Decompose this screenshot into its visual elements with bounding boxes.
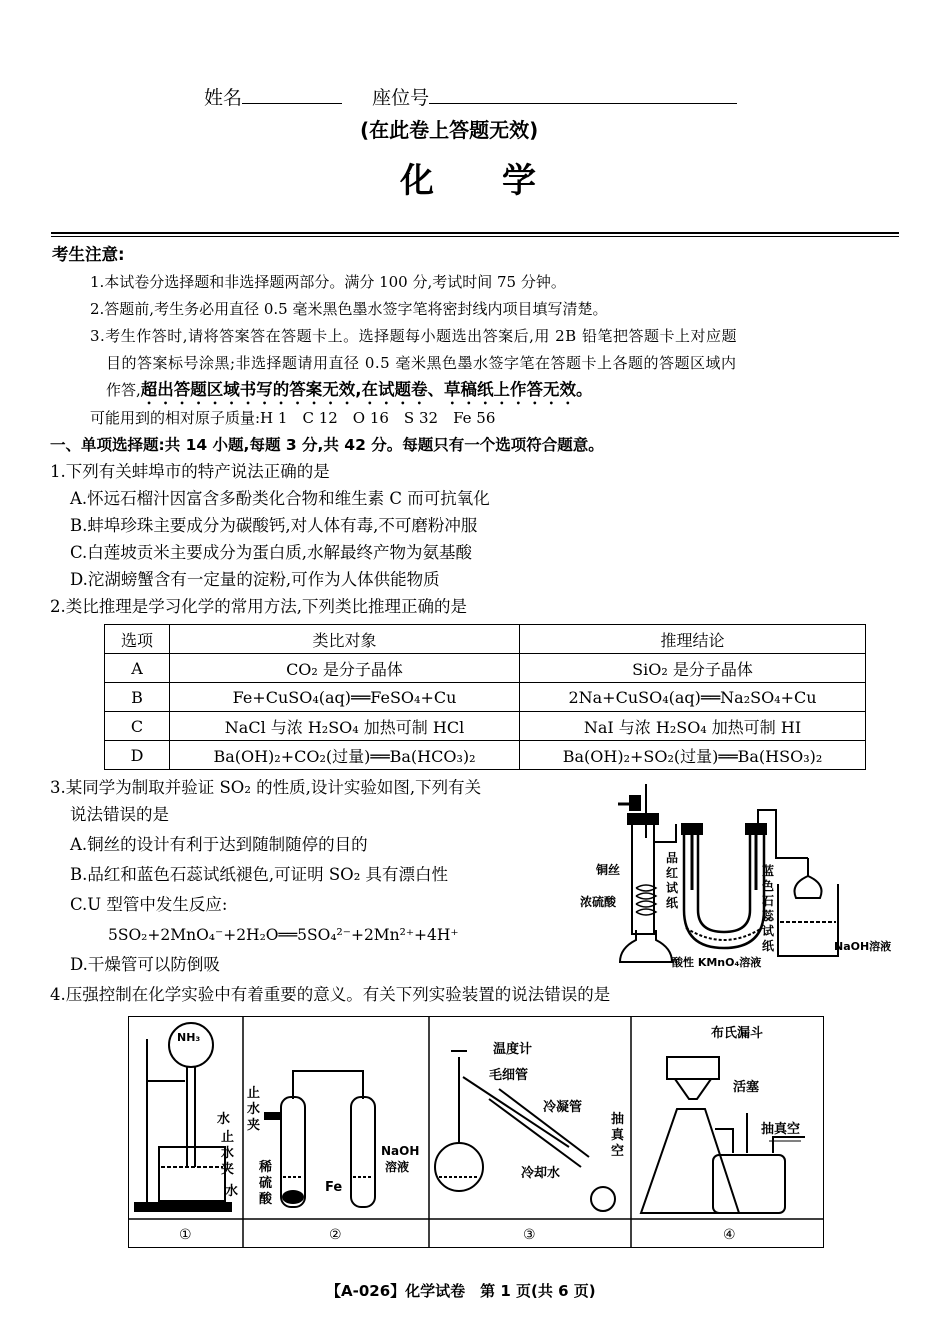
p2-label-clip-1: 止 (247, 1086, 261, 1101)
table-header-row (105, 625, 866, 654)
p4-label-funnel: 布氏漏斗 (711, 1026, 764, 1041)
drying-tube-icon (795, 858, 822, 898)
q1-option-d: D.沱湖螃蟹含有一定量的淀粉,可作为人体供能物质 (70, 570, 440, 589)
fig-label-pinhong-4: 纸 (666, 896, 679, 910)
p1-label-nh3: NH₃ (177, 1031, 201, 1044)
p3-label-vac-1: 抽 (611, 1112, 625, 1127)
page-footer: 【A-026】化学试卷 第 1 页(共 6 页) (326, 1282, 596, 1300)
q1-option-a: A.怀远石榴汁因富含多酚类化合物和维生素 C 而可抗氧化 (70, 489, 490, 508)
p2-label-acid-3: 酸 (259, 1192, 273, 1207)
p1-label-water: 水 (217, 1112, 231, 1127)
q3-option-d: D.干燥管可以防倒吸 (70, 955, 220, 974)
p2-label-acid-2: 硫 (259, 1176, 273, 1191)
p2-label-clip-3: 夹 (247, 1118, 261, 1133)
reaction-tube (632, 814, 654, 934)
no-answer-notice: (在此卷上答题无效) (360, 118, 539, 142)
instruction-3c (106, 379, 593, 408)
atomic-mass: 可能用到的相对原子质量:H 1 C 12 O 16 S 32 Fe 56 (90, 409, 496, 427)
student-info (204, 83, 737, 110)
instruction-2: 2.答题前,考生务必用直径 0.5 毫米黑色墨水签字笔将密封线内项目填写清楚。 (90, 300, 608, 318)
side-pipe (654, 824, 676, 842)
q3-option-c: C.U 型管中发生反应: (70, 895, 228, 914)
table-cell: Ba(OH)₂+CO₂(过量)══Ba(HCO₃)₂ (170, 741, 520, 770)
q3-stem-a: 3.某同学为制取并验证 SO₂ 的性质,设计实验如图,下列有关 (50, 778, 482, 797)
table-row (105, 683, 866, 712)
p4-label-vac: 抽真空 (761, 1122, 801, 1137)
seat-field[interactable] (429, 85, 737, 104)
q3-option-a: A.铜丝的设计有利于达到随制随停的目的 (70, 835, 368, 854)
fig-label-litmus-3: 石 (762, 894, 775, 908)
table-cell: NaI 与浓 H₂SO₄ 加热可制 HI (520, 712, 866, 741)
table-cell: D (105, 741, 170, 770)
table-header: 选项 (105, 625, 170, 654)
q4-apparatus-figure (128, 1016, 824, 1248)
table-cell: Ba(OH)₂+SO₂(过量)══Ba(HSO₃)₂ (520, 741, 866, 770)
fig-label-copper: 铜丝 (596, 863, 621, 877)
name-field[interactable] (242, 85, 342, 104)
kmno4-liquid (686, 928, 762, 940)
p2-label-acid-1: 稀 (259, 1160, 273, 1175)
u-tube (684, 828, 764, 948)
table-header: 类比对象 (170, 625, 520, 654)
fig-label-pinhong-2: 红 (666, 866, 679, 880)
tube-stopper (628, 814, 658, 824)
table-header: 推理结论 (520, 625, 866, 654)
p1-label-clip-1: 止 (221, 1130, 235, 1145)
fig-label-litmus-1: 蓝 (762, 864, 775, 878)
table-cell: NaCl 与浓 H₂SO₄ 加热可制 HCl (170, 712, 520, 741)
table-row (105, 654, 866, 683)
q2-stem: 2.类比推理是学习化学的常用方法,下列类比推理正确的是 (50, 597, 467, 616)
q1-option-b: B.蚌埠珍珠主要成分为碳酸钙,对人体有毒,不可磨粉冲服 (70, 516, 478, 535)
p2-label-naoh-1: NaOH (381, 1144, 420, 1158)
p3-label-coolwater: 冷却水 (521, 1166, 561, 1181)
table-cell: B (105, 683, 170, 712)
p2-label-naoh-2: 溶液 (385, 1160, 410, 1174)
panel-caption-2: ② (329, 1227, 342, 1243)
p1-label-clip-2: 水 (221, 1146, 235, 1161)
instruction-3b: 目的答案标号涂黑;非选择题请用直径 0.5 毫米黑色墨水签字笔在答题卡上各题的答题区域内 (106, 354, 737, 372)
fig-label-pinhong-1: 品 (666, 851, 679, 865)
table-row (105, 712, 866, 741)
fig-label-kmno4: 酸性 KMnO₄溶液 (672, 956, 762, 969)
table-cell: SiO₂ 是分子晶体 (520, 654, 866, 683)
p2-label-clip-2: 水 (247, 1102, 261, 1117)
panel-2-tubes-icon (265, 1071, 375, 1207)
q3-stem-b: 说法错误的是 (70, 805, 169, 824)
section1-heading: 一、单项选择题:共 14 小题,每题 3 分,共 42 分。每题只有一个选项符合题意。 (50, 436, 604, 454)
name-label: 姓名 (204, 87, 243, 109)
panel-caption-3: ③ (523, 1227, 536, 1243)
p1-label-clip-3: 夹 (221, 1162, 235, 1177)
q1-stem: 1.下列有关蚌埠市的特产说法正确的是 (50, 462, 330, 481)
fig-label-acid: 浓硫酸 (580, 895, 617, 909)
instructions-title: 考生注意: (52, 245, 125, 264)
header-rule (51, 232, 899, 234)
instruction-3c-emphasis: 超出答题区域书写的答案无效,在试题卷、草稿纸上作答无效。 (140, 380, 593, 399)
header-rule-thin (51, 236, 899, 237)
q3-option-c-equation: 5SO₂+2MnO₄⁻+2H₂O══5SO₄²⁻+2Mn²⁺+4H⁺ (108, 926, 459, 944)
panel-caption-1: ① (179, 1227, 192, 1243)
table-cell: 2Na+CuSO₄(aq)══Na₂SO₄+Cu (520, 683, 866, 712)
q2-table (104, 624, 866, 770)
fig-label-pinhong-3: 试 (666, 881, 679, 895)
p4-label-valve: 活塞 (733, 1080, 760, 1095)
beaker-icon (778, 884, 838, 956)
q1-option-c: C.白莲坡贡米主要成分为蛋白质,水解最终产物为氨基酸 (70, 543, 473, 562)
table-cell: A (105, 654, 170, 683)
q4-stem: 4.压强控制在化学实验中有着重要的意义。有关下列实验装置的说法错误的是 (50, 985, 611, 1004)
instruction-1: 1.本试卷分选择题和非选择题两部分。满分 100 分,考试时间 75 分钟。 (90, 273, 566, 291)
p2-label-fe: Fe (325, 1180, 343, 1195)
panel-caption-4: ④ (723, 1227, 736, 1243)
valve-icon (630, 796, 640, 810)
instruction-3a: 3.考生作答时,请将答案答在答题卡上。选择题每小题选出答案后,用 2B 铅笔把答题卡上对应题 (90, 327, 737, 345)
fig-label-litmus-5: 试 (762, 924, 775, 938)
q3-option-b: B.品红和蓝色石蕊试纸褪色,可证明 SO₂ 具有漂白性 (70, 865, 449, 884)
table-cell: Fe+CuSO₄(aq)══FeSO₄+Cu (170, 683, 520, 712)
table-row (105, 741, 866, 770)
p1-label-water2: 水 (225, 1184, 239, 1199)
q3-apparatus-figure (576, 780, 900, 974)
instruction-3c-lead: 作答, (106, 381, 141, 399)
seat-label: 座位号 (372, 87, 430, 109)
fig-label-naoh: NaOH溶液 (834, 940, 892, 953)
subject-title: 化 学 (400, 161, 536, 201)
fig-label-litmus-6: 纸 (762, 939, 775, 953)
fig-label-litmus-4: 蕊 (762, 909, 775, 923)
fig-label-litmus-2: 色 (762, 879, 775, 893)
p3-label-condenser: 冷凝管 (543, 1100, 583, 1115)
table-cell: C (105, 712, 170, 741)
p3-label-thermo: 温度计 (493, 1042, 533, 1057)
p3-label-capillary: 毛细管 (489, 1068, 529, 1083)
table-cell: CO₂ 是分子晶体 (170, 654, 520, 683)
p3-label-vac-2: 真 (611, 1128, 625, 1143)
p3-label-vac-3: 空 (611, 1144, 625, 1159)
u-tube-inner (698, 828, 750, 932)
